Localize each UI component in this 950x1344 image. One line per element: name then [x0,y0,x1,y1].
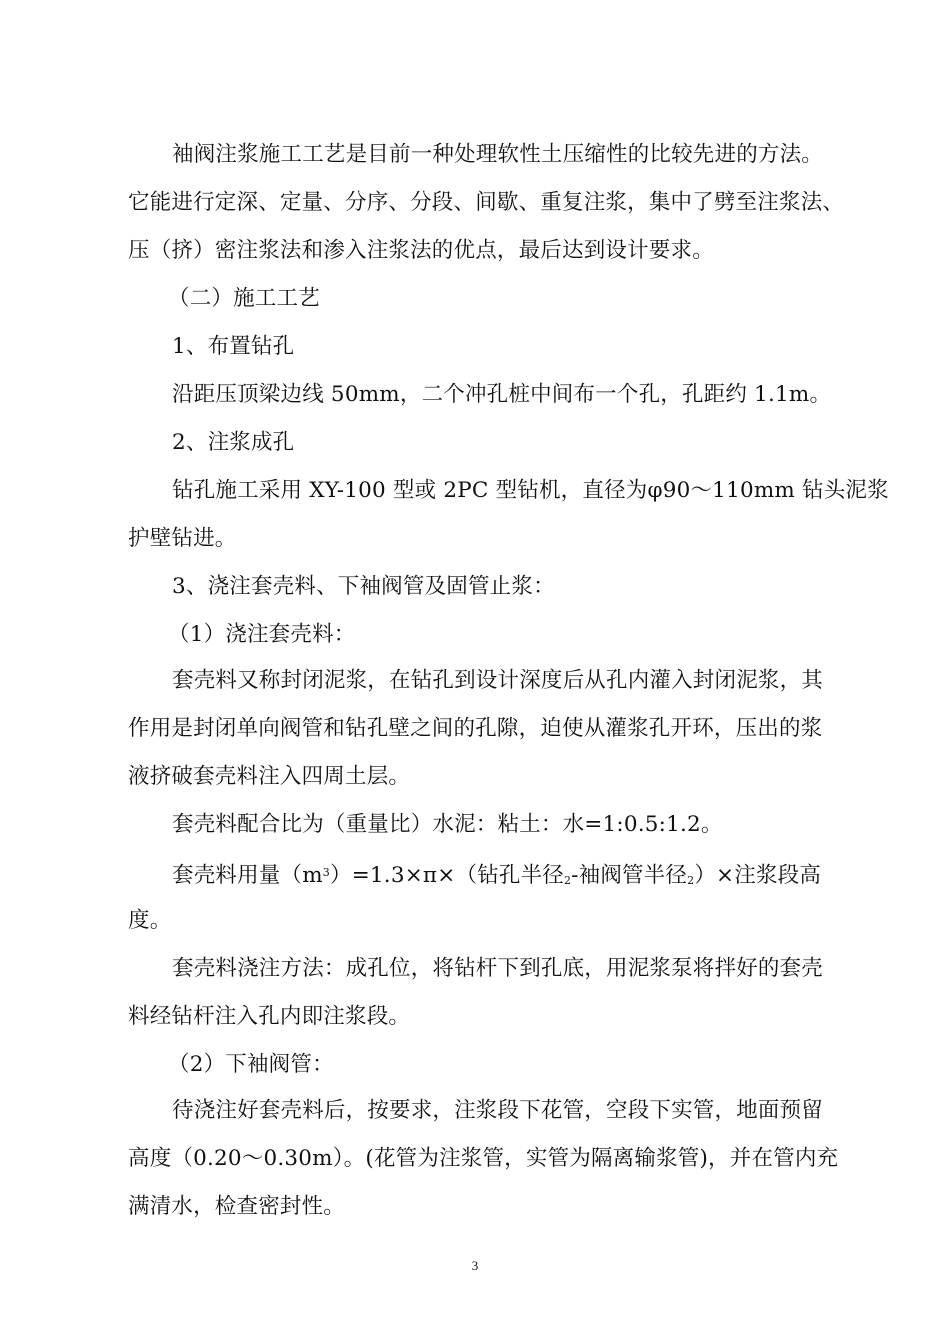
text-line: 高度（0.20～0.30m）。(花管为注浆管，实管为隔离输浆管)，并在管内充 [128,1146,839,1171]
text-line: 它能进行定深、定量、分序、分段、间歇、重复注浆，集中了劈至注浆法、 [128,190,845,215]
subsection-heading: 2、注浆成孔 [172,430,295,455]
text-line: 沿距压顶梁边线 50mm，二个冲孔桩中间布一个孔，孔距约 1.1m。 [172,382,832,407]
text-line: 袖阀注浆施工工艺是目前一种处理软性土压缩性的比较先进的方法。 [172,142,824,167]
text-line: 护壁钻进。 [128,526,237,551]
text-line: 钻孔施工采用 XY-100 型或 2PC 型钻机，直径为φ90～110mm 钻头泥浆 [172,478,889,503]
text-line: 液挤破套壳料注入四周土层。 [128,764,411,789]
text-line: 套壳料又称封闭泥浆，在钻孔到设计深度后从孔内灌入封闭泥浆，其 [172,668,824,693]
formula-line [172,858,821,896]
text-line: 套壳料浇注方法：成孔位，将钻杆下到孔底，用泥浆泵将拌好的套壳 [172,956,824,981]
superscript: 2 [687,874,695,887]
text-line: 度。 [128,908,172,933]
item-heading: （2）下袖阀管： [168,1052,334,1077]
formula-text: 套壳料用量（m [172,863,323,888]
section-heading: （二）施工工艺 [168,286,320,311]
text-line: 满清水，检查密封性。 [128,1194,346,1219]
text-line: 压（挤）密注浆法和渗入注浆法的优点，最后达到设计要求。 [128,238,714,263]
formula-text: -袖阀管半径 [571,863,688,888]
subsection-heading: 1、布置钻孔 [172,334,295,359]
text-line: 待浇注好套壳料后，按要求，注浆段下花管，空段下实管，地面预留 [172,1098,824,1123]
text-line: 套壳料配合比为（重量比）水泥：粘土：水=1:0.5:1.2。 [172,812,723,837]
item-heading: （1）浇注套壳料： [168,622,356,647]
page-number: 3 [471,1258,479,1273]
superscript: 3 [322,866,330,879]
text-line: 作用是封闭单向阀管和钻孔壁之间的孔隙，迫使从灌浆孔开环，压出的浆 [128,716,823,741]
text-line: 料经钻杆注入孔内即注浆段。 [128,1004,411,1029]
superscript: 2 [563,874,572,887]
subsection-heading: 3、浇注套壳料、下袖阀管及固管止浆： [172,574,555,599]
formula-text: ）=1.3×π×（钻孔半径 [330,863,564,888]
formula-text: ）×注浆段高 [694,863,822,888]
